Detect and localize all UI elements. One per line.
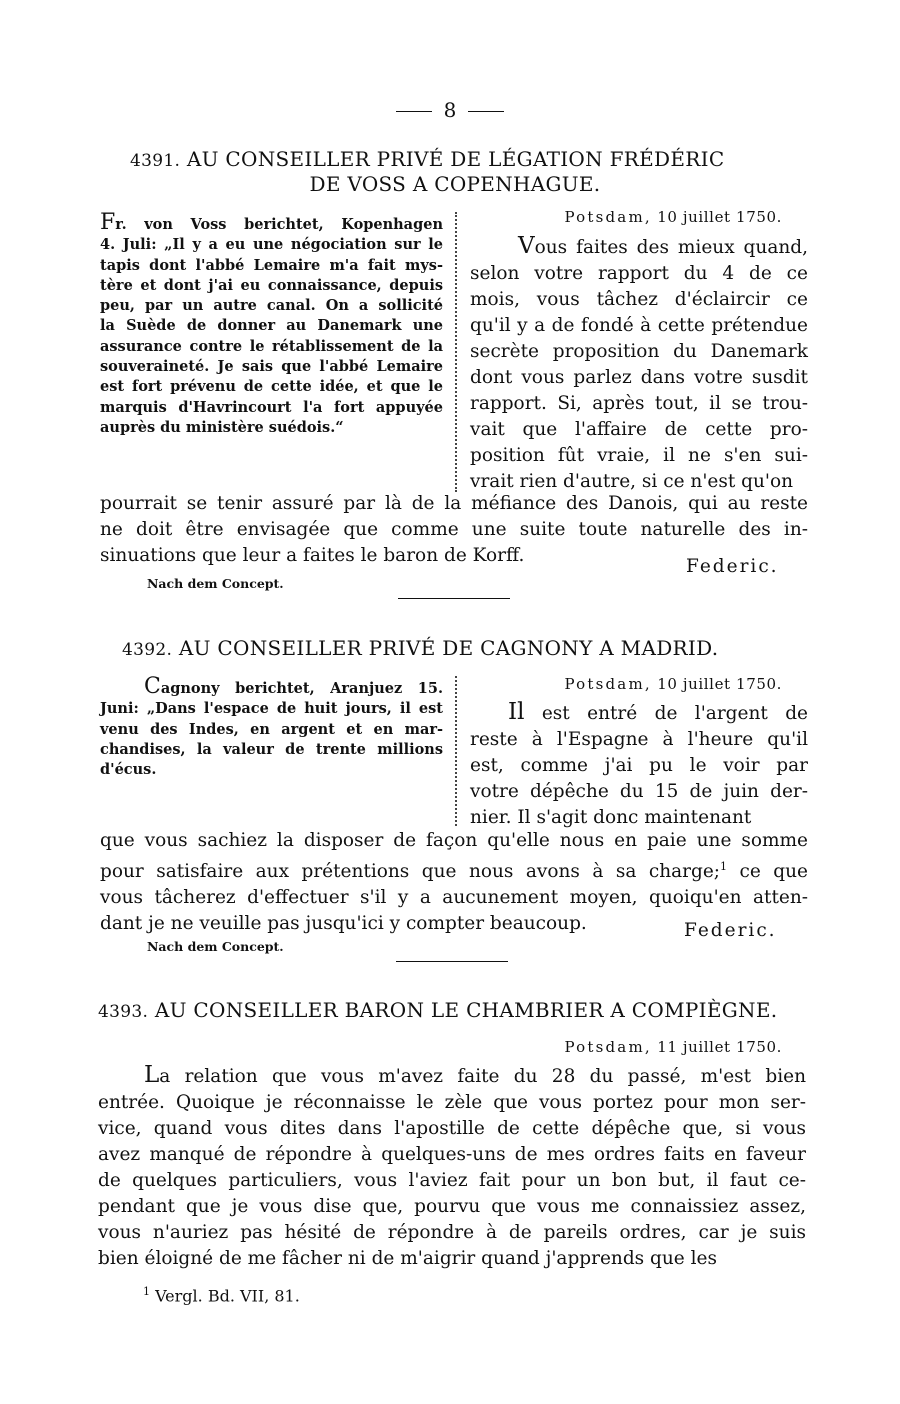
letter-4391-heading-line2: DE VOSS A COPENHAGUE. [309, 172, 601, 196]
letter-4391-heading [130, 147, 810, 174]
section-divider [396, 961, 508, 962]
page-number: 8 [0, 98, 900, 122]
letter-4392-date: Potsdam, 10 juillet 1750. [564, 675, 782, 693]
letter-4391-column-text: Vous faites des mieux quand, selon votre rapport du 4 de ce mois, vous tâchez d'éclaircir ce qu'il y a de fondé à cette prétendue secrète proposition du Danemark dont vous parlez dans votre susdit rapport. Si, après tout, il se trou- vait que l'affaire de cette pro- position fût vraie, il ne s'en sui- vrait rien d'autre, si ce n'est qu'on [470, 233, 808, 492]
letter-4393-text: La relation que vous m'avez faite du 28 du passé, m'est bien entrée. Quoique je réconnaisse le zèle que vous portez pour mon ser- vice, quand vous dites dans l'apostille de cette dépêche que, si vous avez manqué de répondre à quelques-uns de mes ordres faits en faveur de quelques particuliers, vous l'aviez fait pour un bon but, il faut ce- pendant que je vous dise que, pourvu que vous me connaissiez assez, vous n'auriez pas hésité de répondre à de pareils ordres, car je suis bien éloigné de me fâcher ni de m'aigrir quand j'apprends que les [98, 1062, 806, 1269]
letter-4391-date: Potsdam, 10 juillet 1750. [564, 208, 782, 226]
letter-4393-date: Potsdam, 11 juillet 1750. [564, 1038, 782, 1056]
letter-number: 4393. [98, 1002, 149, 1022]
letter-number: 4391. [130, 151, 181, 171]
column-divider [455, 676, 457, 826]
letter-4392-summary: Cagnony berichtet, Aranjuez 15. Juni: „Dans l'espace de huit jours, il est venu des Indes, en argent et en mar- chandises, la valeur de trente millions d'écus. [100, 674, 443, 779]
dash-left [396, 111, 432, 112]
letter-4392-column-text: Il est entré de l'argent de reste à l'Espagne à l'heure qu'il est, comme j'ai pu le voir par votre dépêche du 15 de juin der- nier. Il s'agit donc maintenant [470, 699, 808, 828]
letter-4393-heading [98, 998, 818, 1025]
letter-title: AU CONSEILLER PRIVÉ DE LÉGATION FRÉDÉRIC [186, 147, 725, 171]
footnote [143, 1285, 300, 1305]
letter-4392-full-text: que vous sachiez la disposer de façon qu'elle nous en paie une somme pour satisfaire aux prétentions que nous avons à sa charge;$^1$ ce que vous tâcherez d'effectuer s'il y a aucunement moyen, quoiqu'en atten- dant je ne veuille pas jusqu'ici y compter beaucoup. [100, 830, 808, 935]
letter-4392-signature: Federic. [684, 920, 777, 941]
column-divider [455, 212, 457, 492]
letter-4392-heading [122, 636, 822, 663]
letter-number: 4392. [122, 640, 173, 660]
letter-4392-source-note: Nach dem Concept. [147, 939, 284, 954]
letter-4391-full-text: pourrait se tenir assuré par là de la méfiance des Danois, qui au reste ne doit être envisagée que comme une suite toute naturelle des in- sinuations que leur a faites le baron de Korff. [100, 493, 808, 566]
footnote-marker: 1 [143, 1285, 150, 1298]
footnote-text: Vergl. Bd. VII, 81. [155, 1286, 300, 1306]
letter-4391-signature: Federic. [686, 556, 779, 577]
footnote-ref: 1 [720, 860, 728, 873]
letter-4391-summary: Fr. von Voss berichtet, Kopenhagen 4. Juli: „Il y a eu une négociation sur le tapis dont l'abbé Lemaire m'a fait mys- tère et dont j'ai eu connaissance, depuis peu, par un autre canal. On a sollicité la Suède de donner au Danemark une assurance contre le rétablissement de la souveraineté. Je sais que l'abbé Lemaire est fort prévenu de cette idée, et que le marquis d'Havrincourt l'a fort appuyée auprès du ministère suédois.“ [100, 210, 443, 436]
letter-title: AU CONSEILLER PRIVÉ DE CAGNONY A MADRID. [178, 636, 719, 660]
dash-right [468, 111, 504, 112]
section-divider [398, 598, 510, 599]
letter-4391-source-note: Nach dem Concept. [147, 576, 284, 591]
letter-title: AU CONSEILLER BARON LE CHAMBRIER A COMPIÈGNE. [154, 998, 778, 1022]
